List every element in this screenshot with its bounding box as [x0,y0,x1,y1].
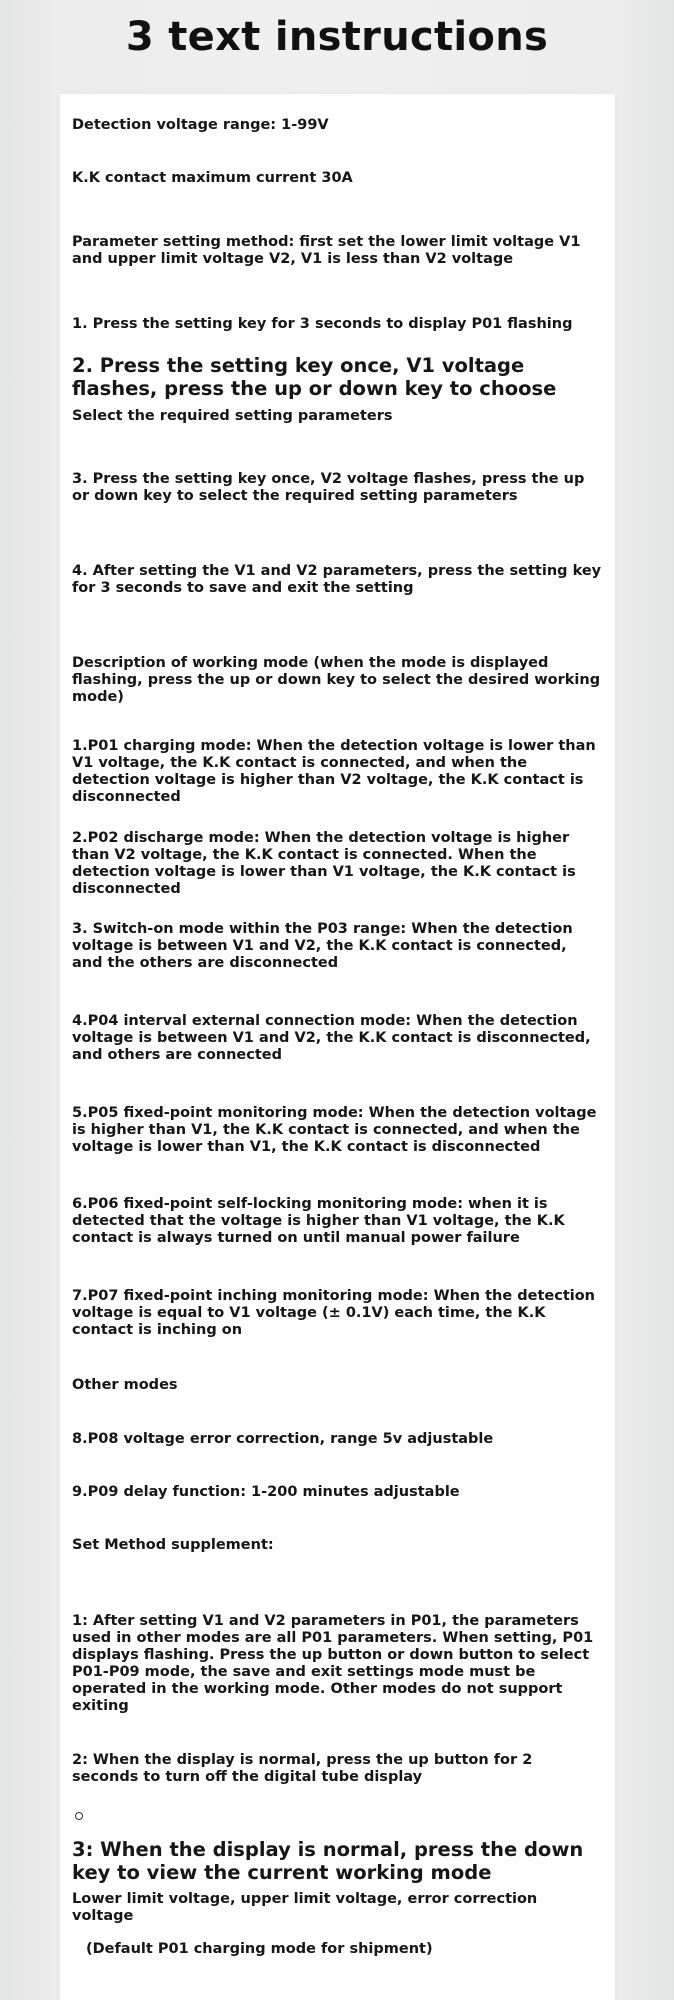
working-mode-description: Description of working mode (when the mode is displayed flashing, press the up or down key to select the desired working mode) [72,655,601,705]
supplement-3-heading: 3: When the display is normal, press the down key to view the current working mode [72,1838,584,1884]
parameter-setting-method: Parameter setting method: first set the lower limit voltage V1 and upper limit voltage V2, V1 is less than V2 voltage [72,234,581,267]
mode-p03: 3. Switch-on mode within the P03 range: When the detection voltage is between V1 and V2, the K.K contact is connected, and the others are disconnected [72,921,573,971]
mode-p02: 2.P02 discharge mode: When the detection voltage is higher than V2 voltage, the K.K contact is connected. When the detection voltage is lower than V1 voltage, the K.K contact is disconnected [72,830,576,897]
step-2-detail: Select the required setting parameters [72,408,393,424]
supplement-2: 2: When the display is normal, press the up button for 2 seconds to turn off the digital tube display [72,1752,533,1785]
mode-p08: 8.P08 voltage error correction, range 5v adjustable [72,1431,494,1447]
default-mode-note: (Default P01 charging mode for shipment) [86,1941,433,1957]
other-modes-heading: Other modes [72,1377,178,1393]
step-4: 4. After setting the V1 and V2 parameters, press the setting key for 3 seconds to save and exit the setting [72,563,602,596]
method-supplement-heading: Set Method supplement: [72,1537,274,1553]
contact-max-current: K.K contact maximum current 30A [72,170,353,186]
step-3: 3. Press the setting key once, V2 voltage flashes, press the up or down key to select the required setting parameters [72,471,585,504]
mode-p01: 1.P01 charging mode: When the detection voltage is lower than V1 voltage, the K.K contact is connected, and when the detection voltage is higher than V2 voltage, the K.K contact is disconnected [72,738,596,805]
mode-p09: 9.P09 delay function: 1-200 minutes adjustable [72,1484,460,1500]
supplement-3-detail: Lower limit voltage, upper limit voltage, error correction voltage [72,1891,538,1924]
mode-p07: 7.P07 fixed-point inching monitoring mode: When the detection voltage is equal to V1 voltage (± 0.1V) each time, the K.K contact is inching on [72,1288,596,1338]
step-2-heading: 2. Press the setting key once, V1 voltage flashes, press the up or down key to choose [72,354,557,400]
mode-p05: 5.P05 fixed-point monitoring mode: When the detection voltage is higher than V1, the K.K contact is connected, and when the voltage is lower than V1, the K.K contact is disconnected [72,1105,597,1155]
supplement-1: 1: After setting V1 and V2 parameters in P01, the parameters used in other modes are all P01 parameters. When setting, P01 displays flashing. Press the up button or down button to select P01-P09 mode, the save and exit settings mode must be operated in the working mode. Other modes do not support exiting [72,1613,594,1714]
mode-p04: 4.P04 interval external connection mode: When the detection voltage is between V1 and V2, the K.K contact is disconnected, and others are connected [72,1013,591,1063]
page-title: 3 text instructions [125,14,549,60]
circle-bullet-icon [75,1812,83,1820]
mode-p06: 6.P06 fixed-point self-locking monitoring mode: when it is detected that the voltage is higher than V1 voltage, the K.K contact is always turned on until manual power failure [72,1196,565,1246]
step-1: 1. Press the setting key for 3 seconds to display P01 flashing [72,316,573,332]
detection-voltage-range: Detection voltage range: 1-99V [72,117,329,133]
